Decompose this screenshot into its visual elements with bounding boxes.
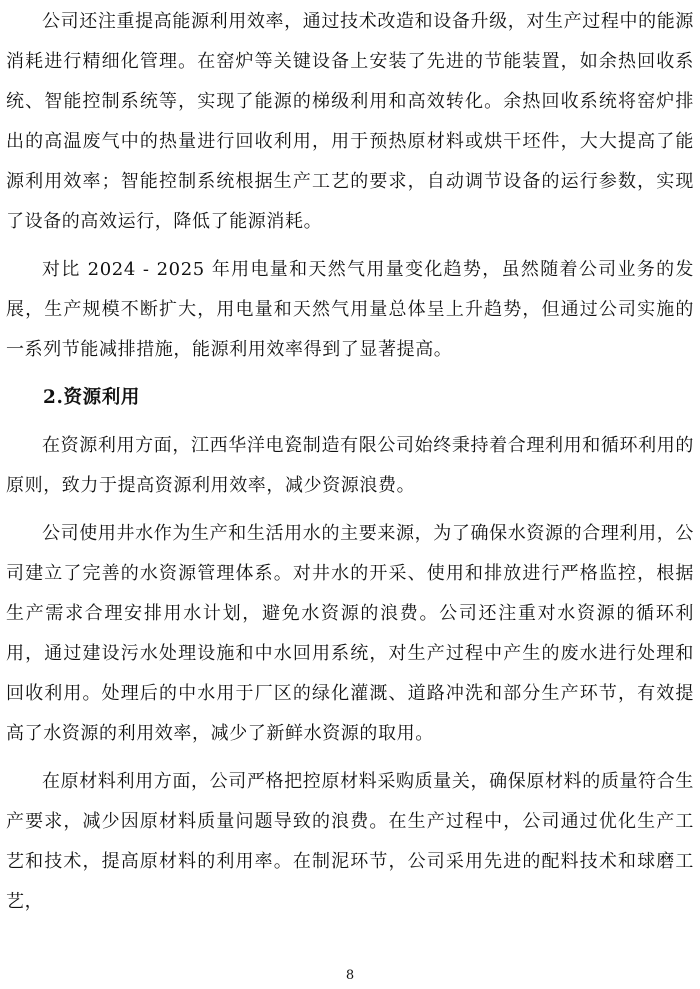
page-number: 8 bbox=[345, 968, 355, 983]
section-heading-resource-utilization: 2.资源利用 bbox=[43, 387, 140, 408]
paragraph-energy-trend: 对比 2024 - 2025 年用电量和天然气用量变化趋势，虽然随着公司业务的发展，生产规模不断扩大，用电量和天然气用量总体呈上升趋势，但通过公司实施的一系列节能减排措施，能源利用效率得到了显著提高。 bbox=[6, 259, 694, 360]
paragraph-resource-principle: 在资源利用方面，江西华洋电瓷制造有限公司始终秉持着合理利用和循环利用的原则，致力于提高资源利用效率，减少资源浪费。 bbox=[6, 435, 694, 496]
paragraph-energy-efficiency: 公司还注重提高能源利用效率，通过技术改造和设备升级，对生产过程中的能源消耗进行精细化管理。在窑炉等关键设备上安装了先进的节能装置，如余热回收系统、智能控制系统等，实现了能源的梯级利用和高效转化。余热回收系统将窑炉排出的高温废气中的热量进行回收利用，用于预热原材料或烘干坯件，大大提高了能源利用效率；智能控制系统根据生产工艺的要求，自动调节设备的运行参数，实现了设备的高效运行，降低了能源消耗。 bbox=[6, 11, 694, 232]
paragraph-raw-material: 在原材料利用方面，公司严格把控原材料采购质量关，确保原材料的质量符合生产要求，减少因原材料质量问题导致的浪费。在生产过程中，公司通过优化生产工艺和技术，提高原材料的利用率。在制泥环节，公司采用先进的配料技术和球磨工艺， bbox=[6, 771, 694, 912]
paragraph-water-utilization: 公司使用井水作为生产和生活用水的主要来源，为了确保水资源的合理利用，公司建立了完善的水资源管理体系。对井水的开采、使用和排放进行严格监控，根据生产需求合理安排用水计划，避免水资源的浪费。公司还注重对水资源的循环利用，通过建设污水处理设施和中水回用系统，对生产过程中产生的废水进行处理和回收利用。处理后的中水用于厂区的绿化灌溉、道路冲洗和部分生产环节，有效提高了水资源的利用效率，减少了新鲜水资源的取用。 bbox=[6, 523, 694, 744]
